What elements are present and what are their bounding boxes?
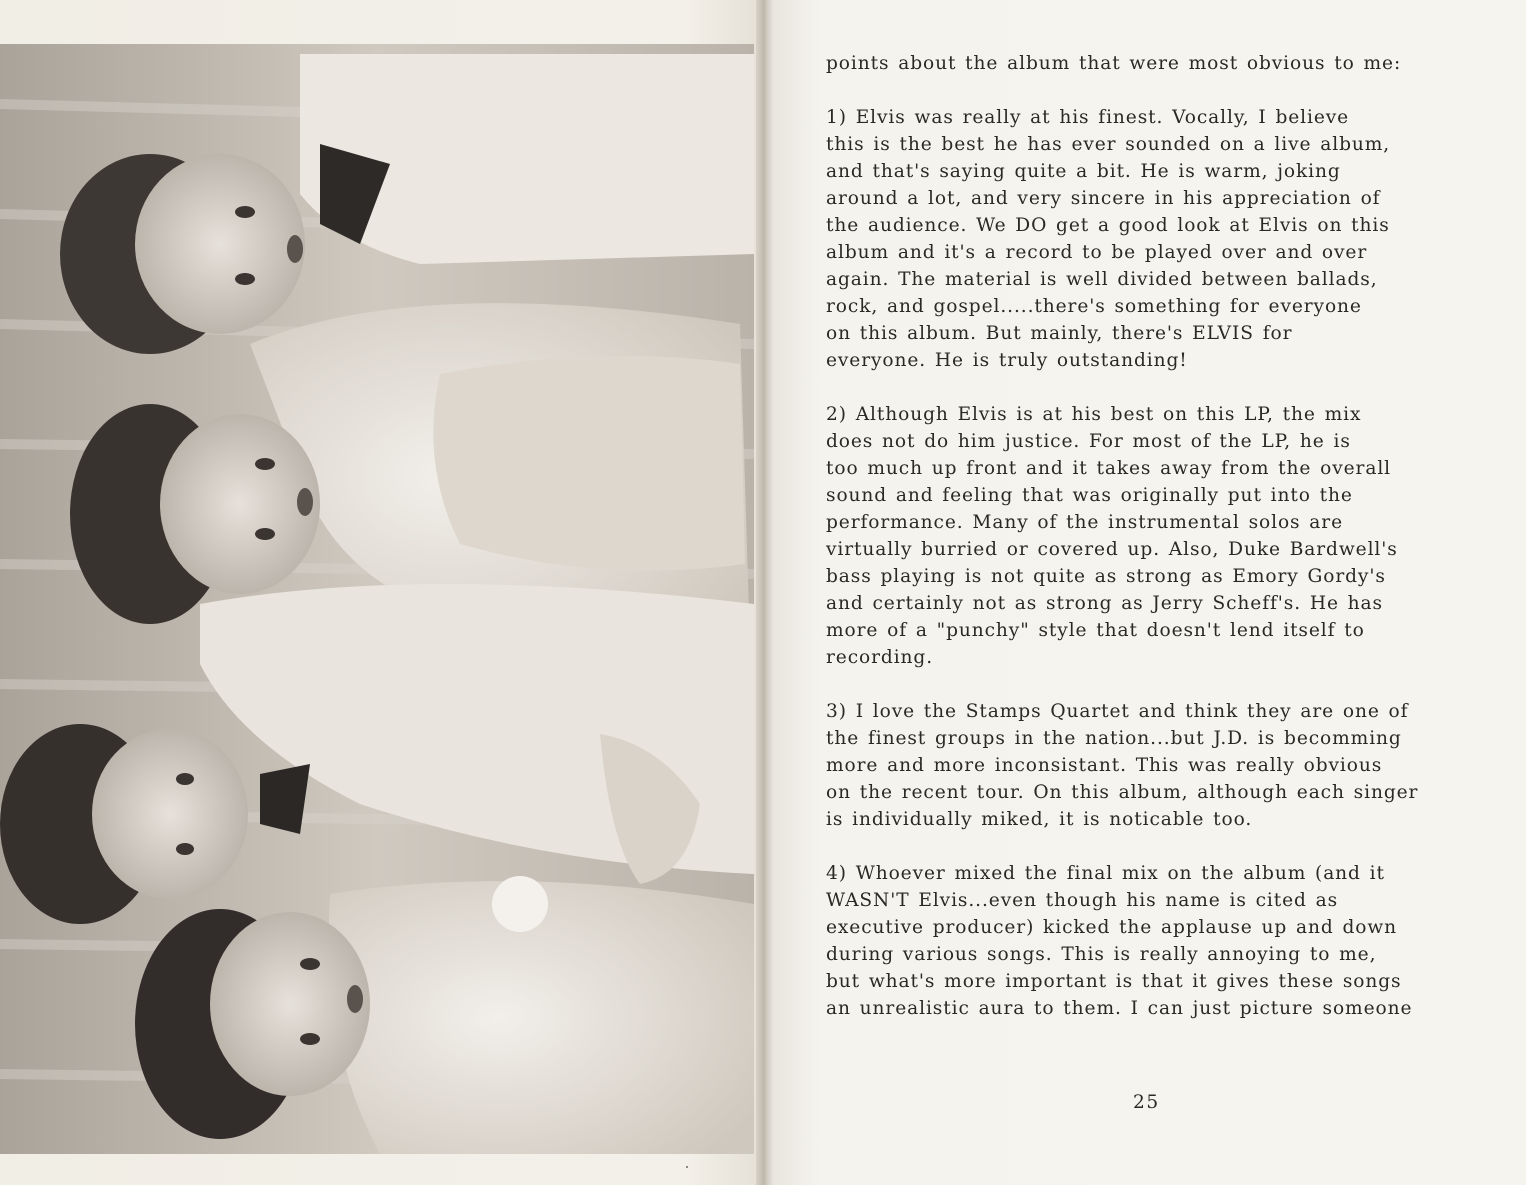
text-line: more of a "punchy" style that doesn't lend itself to xyxy=(826,620,1365,641)
text-line: rock, and gospel.....there's something for everyone xyxy=(826,296,1362,317)
text-line: but what's more important is that it gives these songs xyxy=(826,971,1402,992)
book-gutter xyxy=(756,0,774,1185)
text-line: is individually miked, it is noticable too. xyxy=(826,809,1253,830)
text-line: during various songs. This is really annoying to me, xyxy=(826,944,1377,965)
page-number: 25 xyxy=(1133,1092,1160,1113)
paragraph-4 xyxy=(826,860,1506,1022)
text-line: recording. xyxy=(826,647,934,668)
text-line: too much up front and it takes away from the overall xyxy=(826,458,1392,479)
text-line: everyone. He is truly outstanding! xyxy=(826,350,1188,371)
text-line: sound and feeling that was originally put into the xyxy=(826,485,1353,506)
text-line: bass playing is not quite as strong as Emory Gordy's xyxy=(826,566,1386,587)
text-line: performance. Many of the instrumental solos are xyxy=(826,512,1343,533)
text-line: around a lot, and very sincere in his appreciation of xyxy=(826,188,1381,209)
text-line: more and more inconsistant. This was really obvious xyxy=(826,755,1383,776)
text-line: does not do him justice. For most of the LP, he is xyxy=(826,431,1351,452)
text-line: 2) Although Elvis is at his best on this LP, the mix xyxy=(826,404,1362,425)
paragraph-1 xyxy=(826,104,1506,374)
text-line: the finest groups in the nation...but J.D. is becomming xyxy=(826,728,1402,749)
text-line: and that's saying quite a bit. He is warm, joking xyxy=(826,161,1341,182)
text-line: the audience. We DO get a good look at Elvis on this xyxy=(826,215,1390,236)
paper-speck xyxy=(686,1166,688,1168)
body-text xyxy=(826,50,1506,1049)
text-line: 1) Elvis was really at his finest. Vocally, I believe xyxy=(826,107,1350,128)
text-line: again. The material is well divided between ballads, xyxy=(826,269,1378,290)
text-line: 3) I love the Stamps Quartet and think they are one of xyxy=(826,701,1409,722)
paragraph-3 xyxy=(826,698,1506,833)
paragraph-2 xyxy=(826,401,1506,671)
text-line: 4) Whoever mixed the final mix on the album (and it xyxy=(826,863,1385,884)
text-line: WASN'T Elvis...even though his name is cited as xyxy=(826,890,1339,911)
text-line: and certainly not as strong as Jerry Scheff's. He has xyxy=(826,593,1383,614)
text-line: virtually burried or covered up. Also, Duke Bardwell's xyxy=(826,539,1398,560)
text-line: points about the album that were most obvious to me: xyxy=(826,53,1402,74)
paragraph-intro xyxy=(826,50,1506,77)
left-page xyxy=(0,0,762,1185)
text-line: this is the best he has ever sounded on a live album, xyxy=(826,134,1391,155)
photo-icon xyxy=(0,44,754,1154)
text-line: album and it's a record to be played over and over xyxy=(826,242,1368,263)
text-line: on this album. But mainly, there's ELVIS for xyxy=(826,323,1293,344)
text-line: an unrealistic aura to them. I can just picture someone xyxy=(826,998,1413,1019)
text-line: executive producer) kicked the applause up and down xyxy=(826,917,1398,938)
group-photo xyxy=(0,44,754,1154)
text-line: on the recent tour. On this album, although each singer xyxy=(826,782,1419,803)
